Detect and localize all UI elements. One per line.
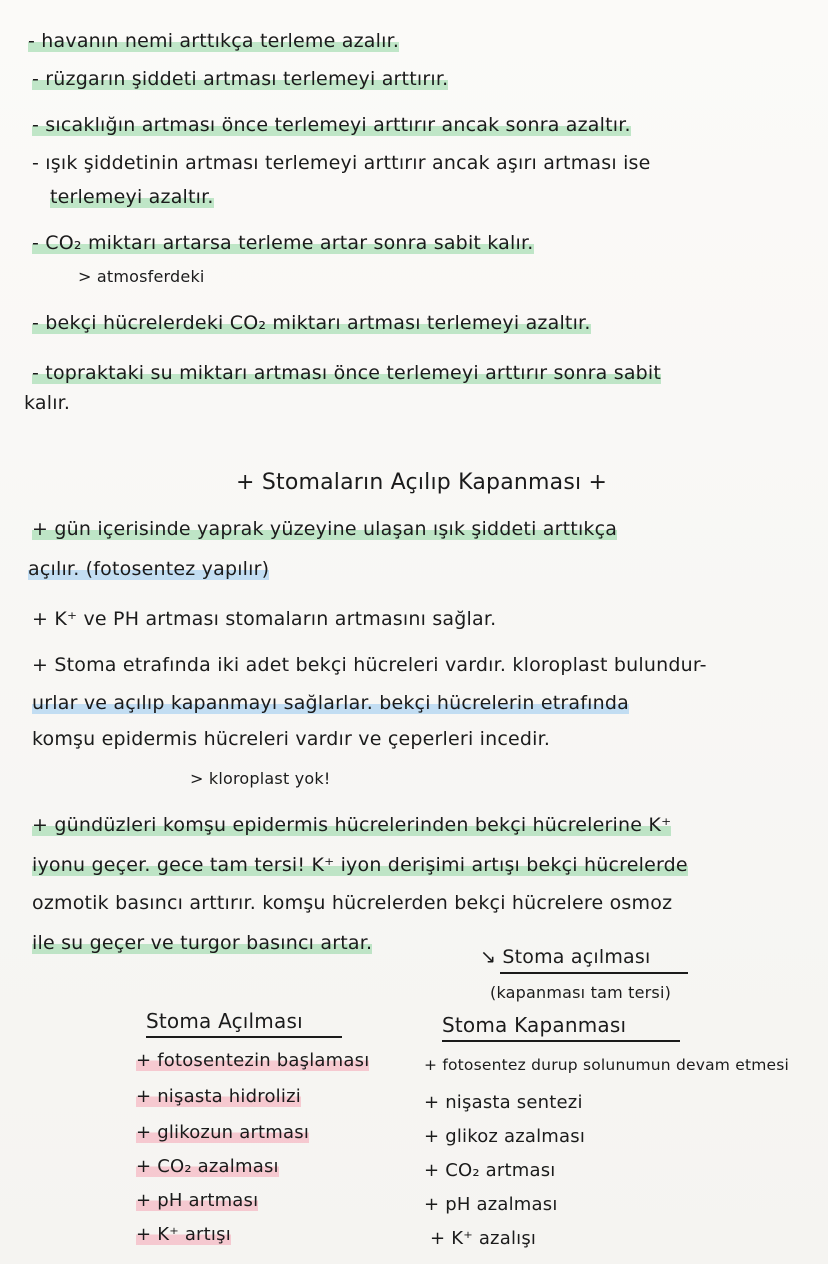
- para-text: (kapanması tam tersi): [490, 983, 672, 1002]
- note-text: - bekçi hücrelerdeki CO₂ miktarı artması terlemeyi azaltır.: [32, 312, 591, 334]
- list-item-text: + nişasta hidrolizi: [136, 1086, 301, 1107]
- list-item-text: + nişasta sentezi: [424, 1092, 583, 1113]
- section-title: [236, 470, 607, 496]
- note-line-temperature: [32, 112, 631, 138]
- note-text: kalır.: [24, 392, 71, 414]
- list-item: [424, 1052, 789, 1078]
- list-item-text: + K⁺ artışı: [136, 1224, 231, 1245]
- note-text: > atmosferdeki: [78, 267, 205, 286]
- note-text: - topraktaki su miktarı artması önce terlemeyi arttırır sonra sabit: [32, 362, 662, 384]
- para-text: ile su geçer ve turgor basıncı artar.: [32, 932, 373, 954]
- list-item-text: + pH azalması: [424, 1194, 558, 1215]
- list-item-text: + fotosentez durup solunumun devam etmesi: [424, 1056, 790, 1074]
- para-closing-note: [490, 980, 671, 1006]
- para-guard-cells: [32, 652, 707, 678]
- left-column-title: [146, 1008, 303, 1034]
- para-text: açılır. (fotosentez yapılır): [28, 558, 270, 580]
- para-text: urlar ve açılıp kapanmayı sağlarlar. bekçi hücrelerin etrafında: [32, 692, 629, 714]
- para-text: ↘ Stoma açılması: [480, 946, 651, 968]
- column-title-text: Stoma Açılması: [146, 1009, 303, 1033]
- list-item-text: + CO₂ azalması: [136, 1156, 279, 1177]
- list-item: [424, 1124, 585, 1150]
- list-item-text: + CO₂ artması: [424, 1160, 556, 1181]
- para-text: ozmotik basıncı arttırır. komşu hücrelerden bekçi hücrelere osmoz: [32, 892, 673, 914]
- underline-right-title: [442, 1040, 680, 1042]
- note-text: terlemeyi azaltır.: [50, 186, 214, 208]
- para-day-night: [32, 812, 671, 838]
- note-line-light: [32, 150, 651, 176]
- note-text: - rüzgarın şiddeti artması terlemeyi arttırır.: [32, 68, 449, 90]
- note-text: - havanın nemi arttıkça terleme azalır.: [28, 30, 400, 52]
- para-light-opening-cont: [28, 556, 269, 582]
- list-item: [430, 1226, 536, 1252]
- list-item: [136, 1120, 309, 1146]
- list-item-text: + glikozun artması: [136, 1122, 310, 1143]
- list-item: [136, 1084, 301, 1110]
- para-k-ph: [32, 606, 496, 632]
- right-column-title: [442, 1012, 626, 1038]
- list-item: [424, 1158, 556, 1184]
- para-text: komşu epidermis hücreleri vardır ve çeperleri incedir.: [32, 728, 551, 750]
- para-guard-cells-cont2: [32, 726, 550, 752]
- note-line-humidity: [28, 28, 399, 54]
- para-day-night-cont3: [32, 930, 372, 956]
- note-line-wind: [32, 66, 448, 92]
- underline-stoma-opening: [500, 972, 688, 974]
- list-item: [136, 1222, 231, 1248]
- underline-left-title: [146, 1036, 342, 1038]
- note-line-soil-water-cont: [24, 390, 70, 416]
- para-day-night-cont: [32, 852, 688, 878]
- section-title-text: + Stomaların Açılıp Kapanması +: [236, 470, 608, 495]
- para-text: > kloroplast yok!: [190, 769, 331, 788]
- list-item: [424, 1192, 558, 1218]
- list-item: [136, 1048, 369, 1074]
- para-guard-cells-cont: [32, 690, 629, 716]
- para-light-opening: [32, 516, 617, 542]
- para-guard-note: [190, 766, 330, 792]
- para-stoma-opening-label: [480, 944, 650, 970]
- list-item: [424, 1090, 583, 1116]
- note-line-co2-note: [78, 264, 205, 290]
- para-text: + gün içerisinde yaprak yüzeyine ulaşan ışık şiddeti arttıkça: [32, 518, 618, 540]
- column-title-text: Stoma Kapanması: [442, 1013, 627, 1037]
- note-text: - sıcaklığın artması önce terlemeyi arttırır ancak sonra azaltır.: [32, 114, 631, 136]
- list-item: [136, 1154, 279, 1180]
- para-day-night-cont2: [32, 890, 672, 916]
- note-line-light-cont: [50, 184, 214, 210]
- list-item: [136, 1188, 258, 1214]
- list-item-text: + fotosentezin başlaması: [136, 1050, 370, 1071]
- note-line-guard-co2: [32, 310, 591, 336]
- note-text: - ışık şiddetinin artması terlemeyi arttırır ancak aşırı artması ise: [32, 152, 651, 174]
- list-item-text: + pH artması: [136, 1190, 259, 1211]
- note-text: - CO₂ miktarı artarsa terleme artar sonra sabit kalır.: [32, 232, 534, 254]
- para-text: iyonu geçer. gece tam tersi! K⁺ iyon derişimi artışı bekçi hücrelerde: [32, 854, 688, 876]
- note-line-soil-water: [32, 360, 661, 386]
- para-text: + gündüzleri komşu epidermis hücrelerinden bekçi hücrelerine K⁺: [32, 814, 672, 836]
- list-item-text: + glikoz azalması: [424, 1126, 586, 1147]
- note-line-co2: [32, 230, 534, 256]
- list-item-text: + K⁺ azalışı: [430, 1228, 537, 1249]
- para-text: + Stoma etrafında iki adet bekçi hücreleri vardır. kloroplast bulundur-: [32, 654, 707, 676]
- para-text: + K⁺ ve PH artması stomaların artmasını sağlar.: [32, 608, 497, 630]
